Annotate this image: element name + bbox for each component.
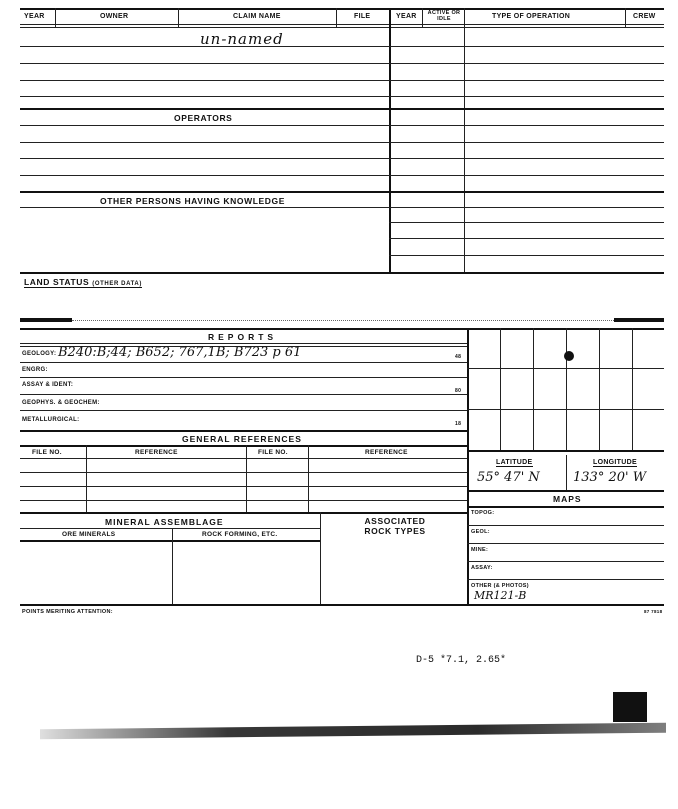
typed-code: D-5 *7.1, 2.65* bbox=[416, 655, 507, 666]
metallurgical-label: METALLURGICAL: bbox=[22, 417, 80, 423]
num-80: 80 bbox=[455, 388, 462, 394]
operators-title: OPERATORS bbox=[174, 113, 233, 123]
land-status-sub: (OTHER DATA) bbox=[92, 281, 142, 287]
col-year-header: YEAR bbox=[24, 13, 45, 20]
rock-forming-header: ROCK FORMING, ETC. bbox=[202, 531, 278, 538]
col-type-operation-header: TYPE OF OPERATION bbox=[492, 13, 571, 20]
mineral-assemblage-title: MINERAL ASSEMBLAGE bbox=[105, 517, 224, 527]
ref-file-no-header: FILE NO. bbox=[32, 449, 62, 456]
maps-geol: GEOL: bbox=[471, 529, 490, 535]
section-divider-bar-right bbox=[614, 318, 664, 322]
ref-file-no-header-2: FILE NO. bbox=[258, 449, 288, 456]
general-references-title: GENERAL REFERENCES bbox=[182, 434, 302, 444]
assay-ident-label: ASSAY & IDENT: bbox=[22, 382, 74, 388]
land-status-label bbox=[24, 277, 142, 288]
section-divider-bar bbox=[20, 318, 72, 322]
ref-reference-header: REFERENCE bbox=[135, 449, 178, 456]
associated-rock-types: ASSOCIATED ROCK TYPES bbox=[364, 516, 426, 536]
longitude-label: LONGITUDE bbox=[593, 459, 637, 466]
latitude-label: LATITUDE bbox=[496, 459, 533, 466]
col-claim-name-header: CLAIM NAME bbox=[233, 13, 281, 20]
geophys-label: GEOPHYS. & GEOCHEM: bbox=[22, 400, 100, 406]
maps-topog: TOPOG: bbox=[471, 510, 495, 516]
col-year2-header: YEAR bbox=[396, 13, 417, 20]
maps-title: MAPS bbox=[553, 494, 582, 504]
geology-value: B240:B;44; B652; 767,1B; B723 p 61 bbox=[58, 345, 302, 360]
maps-other: OTHER (& PHOTOS) bbox=[471, 583, 529, 589]
form-number: 87 7818 bbox=[644, 609, 663, 614]
maps-other-value: MR121-B bbox=[474, 589, 527, 602]
location-marker bbox=[564, 351, 574, 361]
scan-edge-streak bbox=[40, 723, 666, 740]
ore-minerals-header: ORE MINERALS bbox=[62, 531, 116, 538]
engrg-label: ENGRG: bbox=[22, 367, 48, 373]
col-active-idle-header: ACTIVE OR IDLE bbox=[427, 10, 461, 22]
col-owner-header: OWNER bbox=[100, 13, 129, 20]
col-file-header: FILE bbox=[354, 13, 371, 20]
col-crew-header: CREW bbox=[633, 13, 656, 20]
num-18: 18 bbox=[455, 421, 462, 427]
latitude-value: 55° 47' N bbox=[477, 470, 540, 485]
ref-reference-header-2: REFERENCE bbox=[365, 449, 408, 456]
maps-mine: MINE: bbox=[471, 547, 489, 553]
reports-title: REPORTS bbox=[208, 332, 278, 342]
longitude-value: 133° 20' W bbox=[573, 470, 647, 485]
points-meriting-label: POINTS MERITING ATTENTION: bbox=[22, 609, 113, 615]
num-48: 48 bbox=[455, 354, 462, 360]
maps-assay: ASSAY: bbox=[471, 565, 493, 571]
geology-label: GEOLOGY: bbox=[22, 351, 57, 357]
black-square bbox=[613, 692, 647, 722]
land-status-text: LAND STATUS bbox=[24, 277, 90, 287]
claim-name-entry: un-named bbox=[200, 30, 284, 48]
other-persons-title: OTHER PERSONS HAVING KNOWLEDGE bbox=[100, 196, 286, 206]
